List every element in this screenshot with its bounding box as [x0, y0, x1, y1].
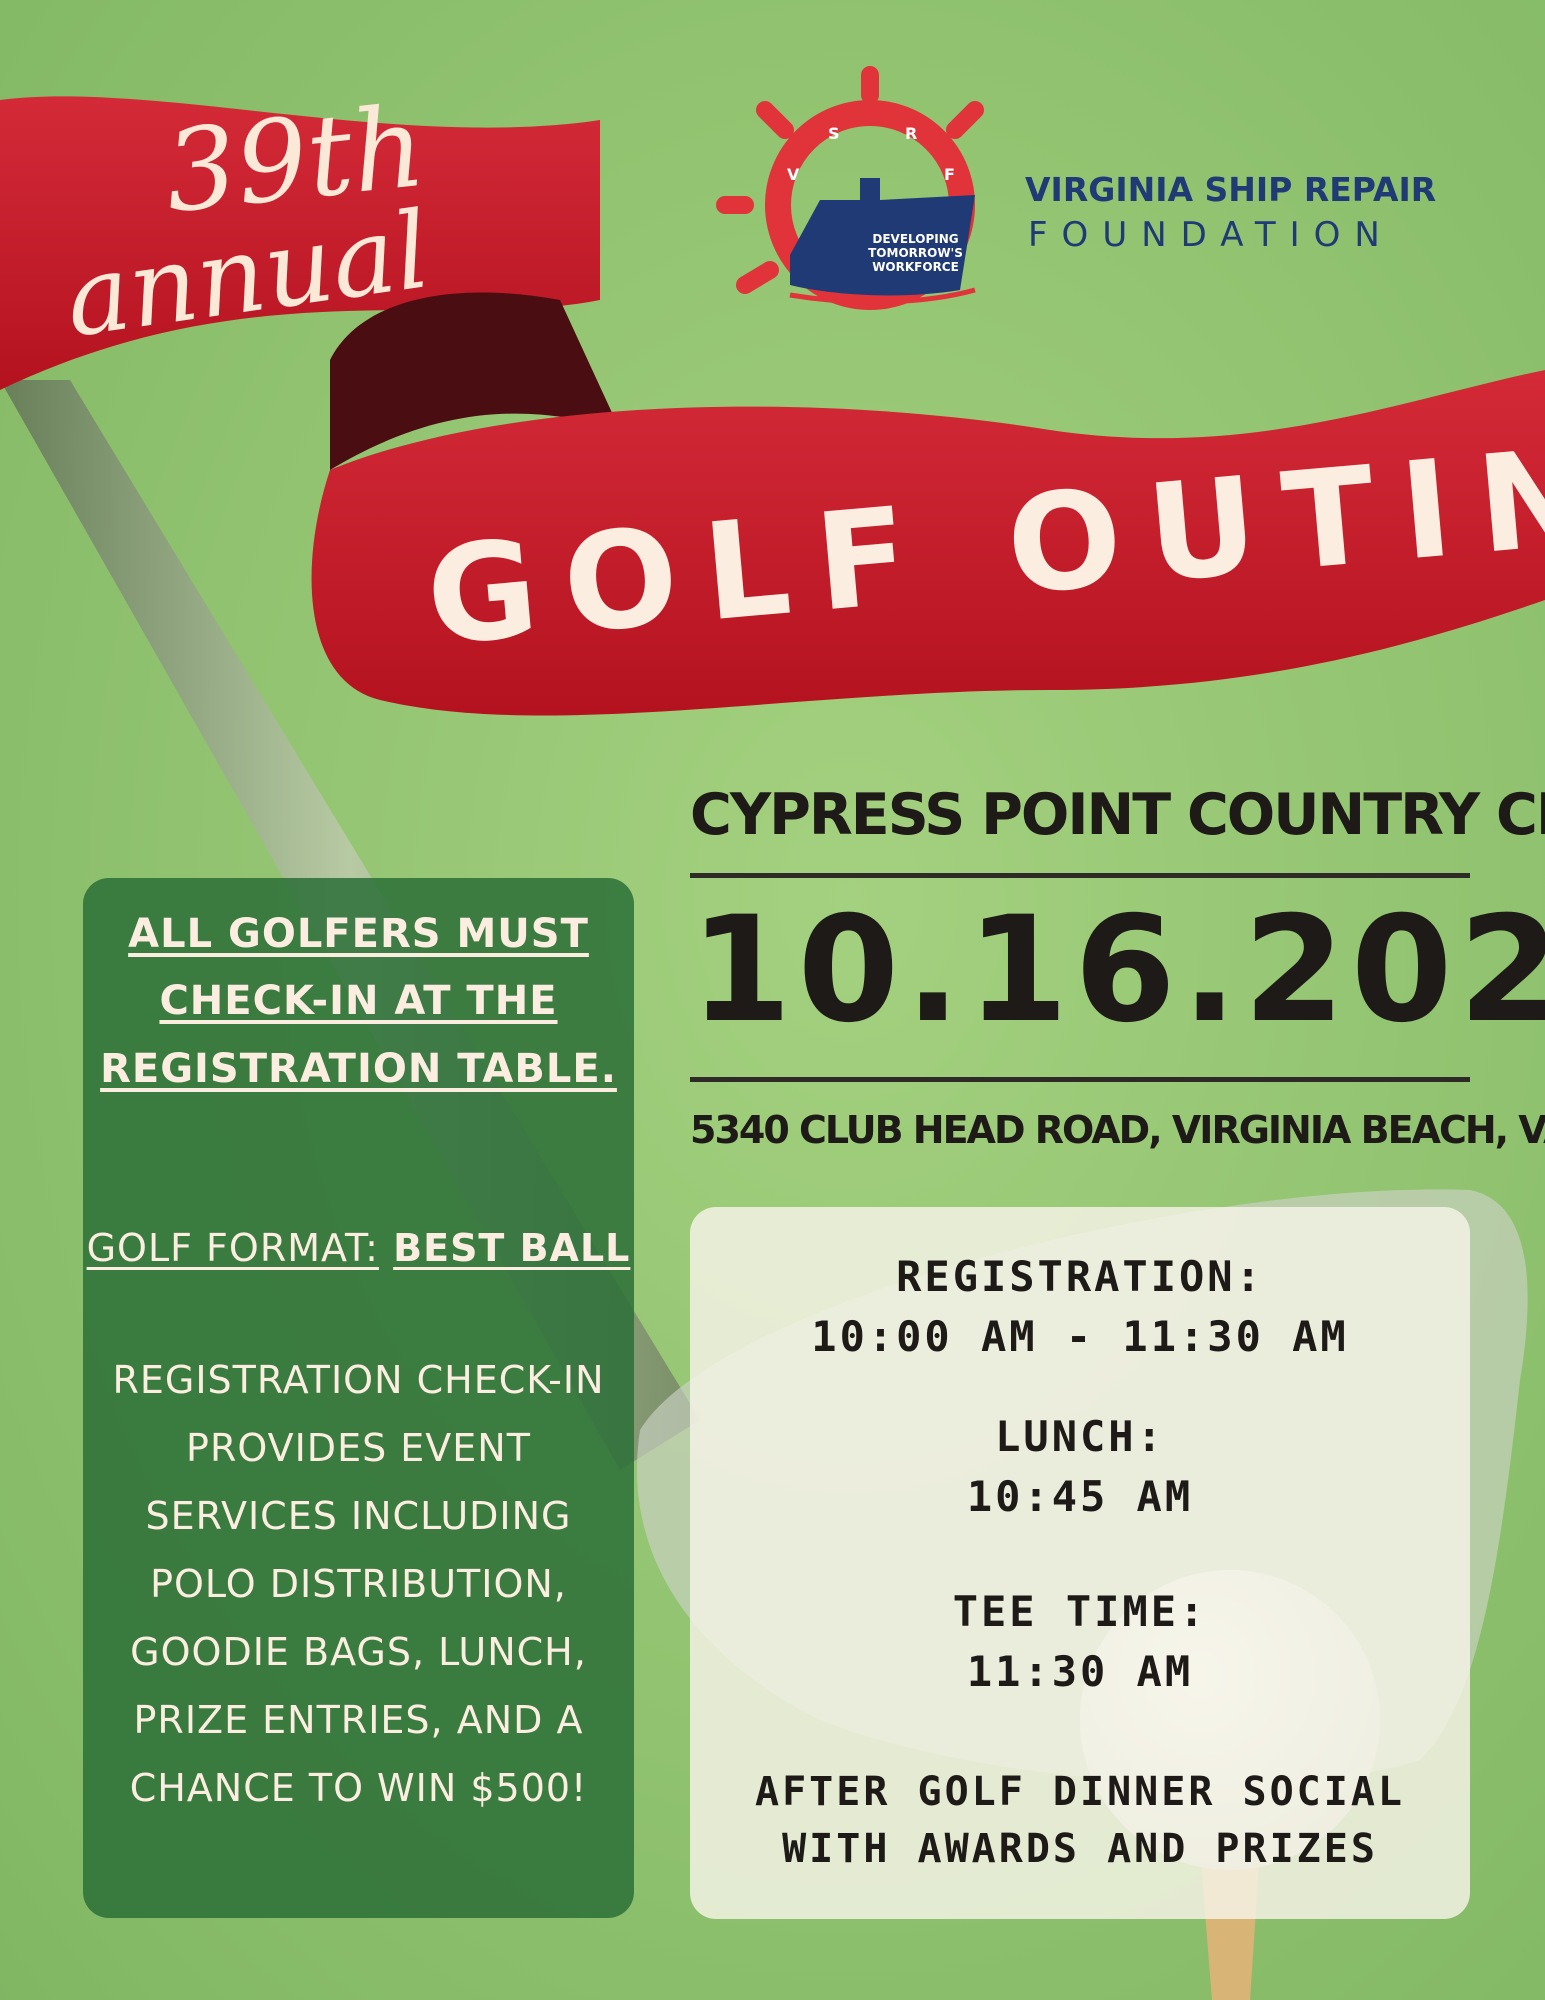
details-line: POLO DISTRIBUTION,: [83, 1562, 634, 1606]
golf-format: [83, 1226, 634, 1270]
tee-time-label: TEE TIME:: [690, 1582, 1470, 1642]
banner-annual: annual: [59, 195, 436, 355]
tagline-line: DEVELOPING: [858, 232, 973, 246]
divider-top: [690, 873, 1470, 878]
org-name-line2: FOUNDATION: [1028, 215, 1394, 255]
logo-letter-r: R: [905, 124, 917, 143]
golf-format-label: GOLF FORMAT:: [87, 1226, 379, 1270]
details-line: REGISTRATION CHECK-IN: [83, 1358, 634, 1402]
banner-title: GOLF OUTING: [421, 412, 1545, 667]
divider-bottom: [690, 1077, 1470, 1082]
org-name-line1: VIRGINIA SHIP REPAIR: [1025, 170, 1436, 209]
tee-time-value: 11:30 AM: [690, 1642, 1470, 1702]
venue-address: 5340 CLUB HEAD ROAD, VIRGINIA BEACH, VA: [690, 1105, 1470, 1155]
registration-time: 10:00 AM - 11:30 AM: [690, 1307, 1470, 1367]
checkin-line: REGISTRATION TABLE.: [83, 1046, 634, 1092]
checkin-line: ALL GOLFERS MUST: [83, 911, 634, 957]
logo-letter-f: F: [944, 165, 955, 184]
tagline-line: TOMORROW'S: [858, 246, 973, 260]
lunch-time: 10:45 AM: [690, 1467, 1470, 1527]
schedule-panel: [690, 1207, 1470, 1919]
logo-letter-v: V: [787, 165, 799, 184]
after-golf-line1: AFTER GOLF DINNER SOCIAL: [690, 1762, 1470, 1822]
checkin-line: CHECK-IN AT THE: [83, 978, 634, 1024]
info-panel: [83, 878, 634, 1918]
event-date: 10.16.20: [690, 880, 1470, 1060]
registration-label: REGISTRATION:: [690, 1247, 1470, 1307]
logo-tagline: [858, 232, 973, 274]
after-golf-line2: WITH AWARDS AND PRIZES: [690, 1819, 1470, 1879]
details-line: GOODIE BAGS, LUNCH,: [83, 1630, 634, 1674]
tagline-line: WORKFORCE: [858, 260, 973, 274]
details-line: SERVICES INCLUDING: [83, 1494, 634, 1538]
banner-ordinal: 39th: [159, 87, 430, 233]
details-line: CHANCE TO WIN $500!: [83, 1766, 634, 1810]
logo-letter-s: S: [828, 124, 840, 143]
golf-format-value: BEST BALL: [393, 1226, 630, 1270]
details-line: PRIZE ENTRIES, AND A: [83, 1698, 634, 1742]
venue-name: CYPRESS POINT COUNTRY: [690, 780, 1470, 850]
details-line: PROVIDES EVENT: [83, 1426, 634, 1470]
lunch-label: LUNCH:: [690, 1407, 1470, 1467]
